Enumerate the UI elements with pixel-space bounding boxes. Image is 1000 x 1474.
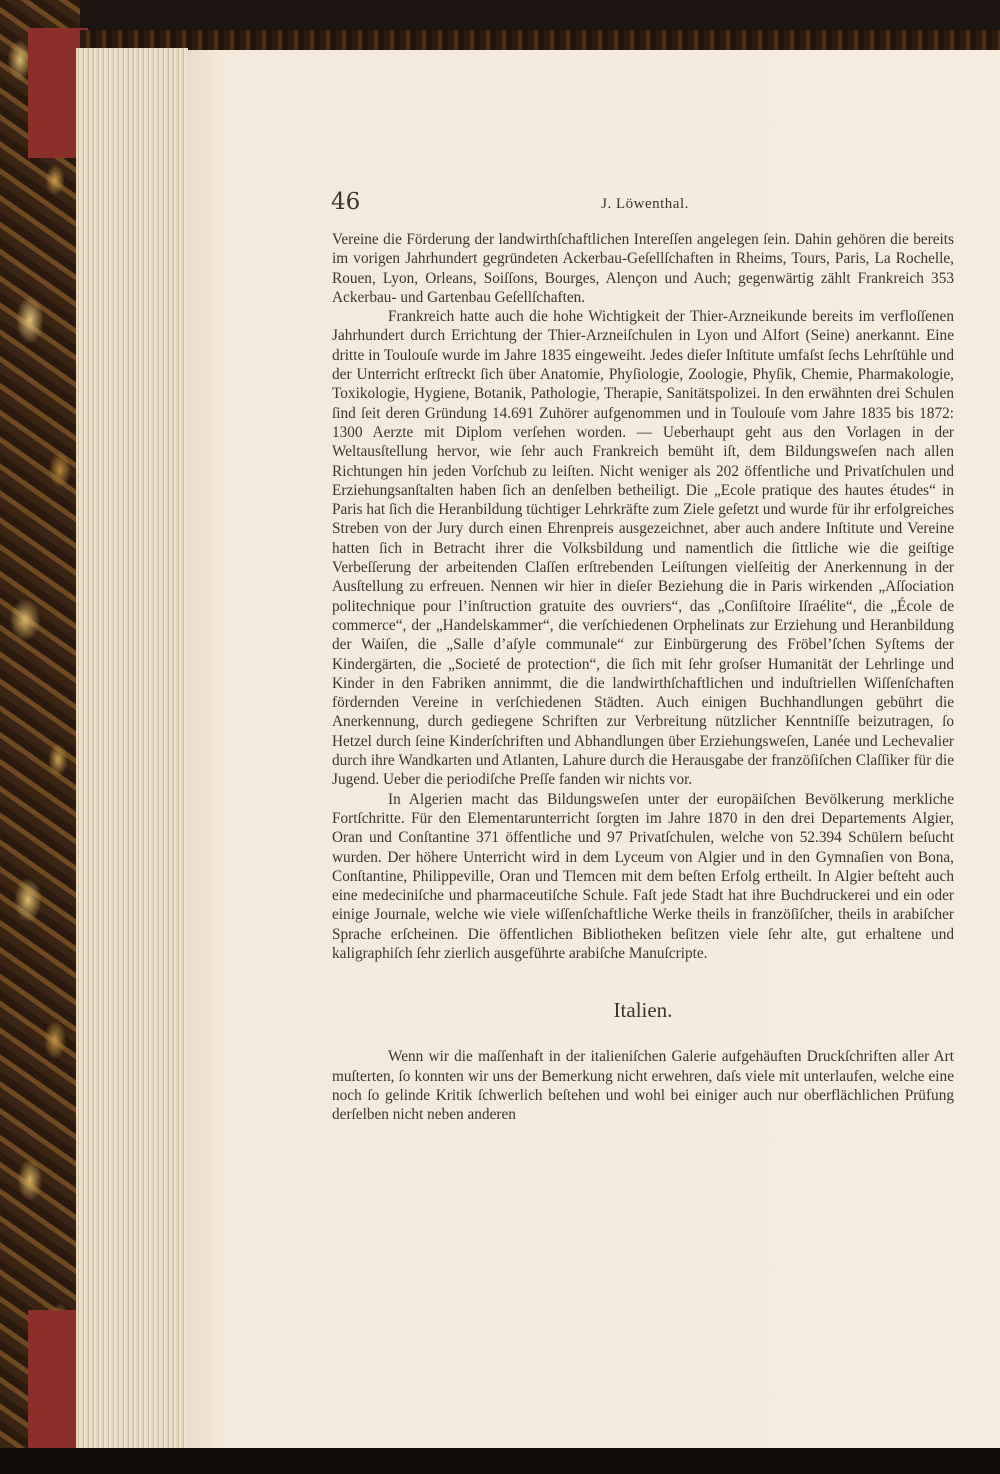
- page-edges: [76, 48, 188, 1448]
- body-text: [332, 230, 954, 1124]
- marbled-cover: [0, 0, 80, 1474]
- section-heading: Italien.: [613, 998, 673, 1023]
- paragraph-1: Vereine die Förderung der landwirthſchaftlichen Intereſſen angelegen ſein. Dahin gehören die bereits im vorigen Jahrhundert gegründeten Ackerbau-Geſellſchaften in Rheims, Tours, Paris, La Rochelle, Rouen, Lyon, Orleans, Soiſſons, Bourges, Alençon und Auch; gegenwärtig zählt Frankreich 353 Ackerbau- und Gartenbau Geſellſchaften.: [332, 231, 954, 306]
- running-head: J. Löwenthal.: [601, 196, 689, 212]
- paragraph-2: Frankreich hatte auch die hohe Wichtigkeit der Thier-Arzneikunde bereits im verfloſſenen Jahrhundert durch Errichtung der Thier-Arzneiſchulen in Lyon und Alfort (Seine) anerkannt. Eine dritte in Toulouſe wurde im Jahre 1835 eingeweiht. Jedes dieſer Inſtitute umfaſst ſechs Lehrſtühle und der Unterricht erſtreckt ſich über Anatomie, Phyſiologie, Zoologie, Phyſik, Chemie, Pharmakologie, Toxikologie, Hygiene, Botanik, Pathologie, Therapie, Sanitätspolizei. In den erwähnten drei Schulen ſind ſeit deren Gründung 14.691 Zuhörer aufgenommen und in Toulouſe vom Jahre 1835 bis 1872: 1300 Aerzte mit Diplom verſehen worden. — Ueberhaupt geht aus den Vorlagen in der Weltausſtellung hervor, wie ſehr auch Frankreich bemüht iſt, dem Bildungsweſen nach allen Richtungen hin jeden Vorſchub zu leiſten. Nicht weniger als 202 öffentliche und Privatſchulen und Erziehungsanſtalten haben ſich an denſelben betheiligt. Die „Ecole pratique des hautes études“ in Paris hat ſich die Heranbildung tüchtiger Lehrkräfte zum Ziele geſetzt und wurde für ihr erfolgreiches Streben von der Jury durch einen Ehrenpreis ausgezeichnet, aber auch andere Inſtitute und Vereine hatten ſich in Betracht ihrer die Volksbildung und namentlich die ſittliche wie die geiſtige Verbeſſerung der arbeitenden Claſſen erſtrebenden Leiſtungen vielſeitig der Anerkennung in der Ausſtellung zu erfreuen. Nennen wir hier in dieſer Beziehung die in Paris wirkenden „Aſſociation politechnique pour l’inſtruction gratuite des ouvriers“, das „Conſiſtoire Iſraélite“, die „École de commerce“, der „Handelskammer“, die verſchiedenen Orphelinats zur Erziehung und Heranbildung der Waiſen, die „Salle d’aſyle communale“ zur Einbürgerung des Fröbel’ſchen Syſtems der Kindergärten, die „Societé de protection“, die ſich mit ſehr groſser Humanität der Lehrlinge und Kinder in den Fabriken annimmt, die die landwirthſchaftlichen und induſtriellen Wiſſenſchaften fördernden Vereine in verſchiedenen Städten. Auch einigen Buchhandlungen gebührt die Anerkennung, durch gediegene Schriften zur Verbreitung nützlicher Kenntniſſe beizutragen, ſo Hetzel durch ſeine Kinderſchriften und Abhandlungen über Erziehungsweſen, Lanée und Lechevalier durch ihre Wandkarten und Atlanten, Lahure durch die Herausgabe der franzöſiſchen Claſſiker für die Jugend. Ueber die periodiſche Preſſe fanden wir nichts vor.: [332, 308, 954, 789]
- bottom-shadow: [0, 1448, 1000, 1474]
- paragraph-3: In Algerien macht das Bildungsweſen unter der europäiſchen Bevölkerung merkliche Fortſchritte. Für den Elementarunterricht ſorgten im Jahre 1870 in den drei Departements Algier, Oran und Conſtantine 371 öffentliche und 97 Privatſchulen, welche von 52.394 Schülern beſucht wurden. Der höhere Unterricht wird in dem Lyceum von Algier und in den Gymnaſien von Bona, Conſtantine, Philippeville, Oran und Tlemcen mit dem beſten Erfolg ertheilt. In Algier beſteht auch eine medeciniſche und pharmaceutiſche Schule. Faſt jede Stadt hat ihre Buchdruckerei und ein oder einige Journale, welche wie viele wiſſenſchaftliche Werke theils in franzöſiſcher, theils in arabiſcher Sprache erſcheinen. Die öffentlichen Bibliotheken beſitzen viele ſehr alte, gut erhaltene und kaligraphiſch ſehr zierlich ausgeführte arabiſche Manuſcripte.: [332, 790, 954, 962]
- paragraph-4: Wenn wir die maſſenhaft in der italieniſchen Galerie aufgehäuften Druckſchriften aller Art muſterten, ſo konnten wir uns der Bemerkung nicht erwehren, daſs viele mit unterlaufen, welche eine noch ſo gelinde Kritik ſchwerlich beſtehen und wohl bei einiger auch nur oberflächlichen Prüfung derſelben nicht neben anderen: [332, 1048, 954, 1124]
- page-number: 46: [331, 189, 361, 215]
